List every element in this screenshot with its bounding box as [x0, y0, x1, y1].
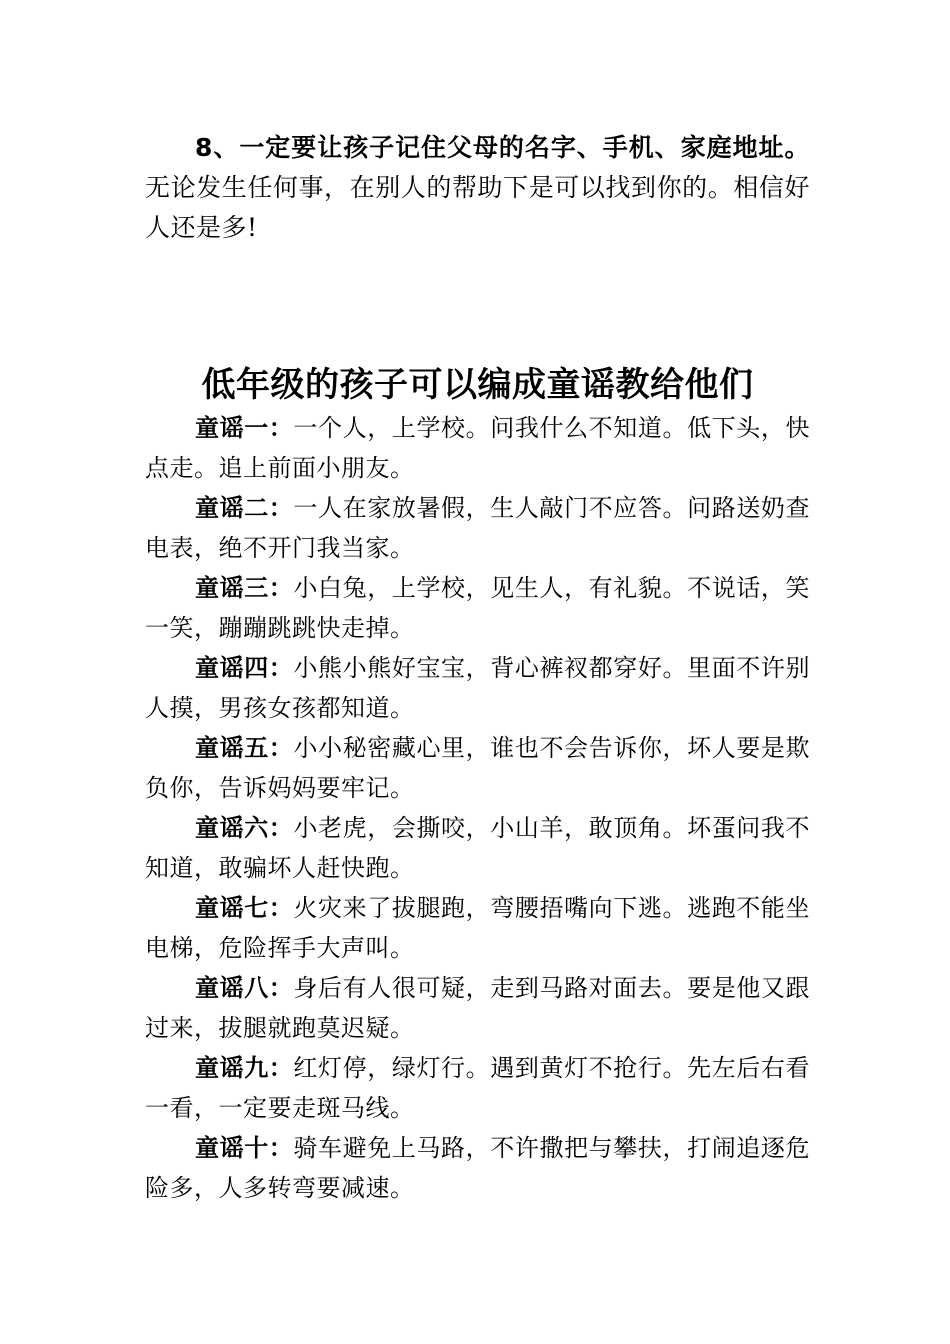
- rhyme-label: 童谣十：: [195, 1134, 294, 1162]
- rhyme-text: 一个人，上学校。问我什么不知道。低下头，快点走。追上前面小朋友。: [145, 414, 811, 482]
- rhyme-paragraph: [145, 488, 810, 568]
- rhyme-label: 童谣一：: [195, 414, 294, 442]
- rhyme-text: 小小秘密藏心里，谁也不会告诉你，坏人要是欺负你，告诉妈妈要牢记。: [145, 734, 811, 802]
- rhyme-paragraph: [145, 1048, 810, 1128]
- rhyme-label: 童谣六：: [195, 814, 294, 842]
- rhyme-paragraph: [145, 1128, 810, 1208]
- rhyme-label: 童谣八：: [195, 974, 294, 1002]
- rhyme-text: 身后有人很可疑，走到马路对面去。要是他又跟过来，拔腿就跑莫迟疑。: [145, 974, 811, 1042]
- rhyme-label: 童谣五：: [195, 734, 294, 762]
- rhyme-label: 童谣七：: [195, 894, 294, 922]
- rhyme-label: 童谣九：: [195, 1054, 294, 1082]
- rhyme-paragraph: [145, 808, 810, 888]
- rhyme-text: 红灯停，绿灯行。遇到黄灯不抢行。先左后右看一看，一定要走斑马线。: [145, 1054, 811, 1122]
- rhyme-text: 小老虎，会撕咬，小山羊，敢顶角。坏蛋问我不知道，敢骗坏人赶快跑。: [145, 814, 811, 882]
- rhyme-paragraph: [145, 648, 810, 728]
- rhyme-paragraph: [145, 408, 810, 488]
- rhyme-paragraph: [145, 888, 810, 968]
- tip-8-bold-text: 8、一定要让孩子记住父母的名字、手机、家庭地址。: [195, 133, 810, 162]
- rhyme-text: 小白兔，上学校，见生人，有礼貌。不说话，笑一笑，蹦蹦跳跳快走掉。: [145, 574, 811, 642]
- rhyme-text: 火灾来了拔腿跑，弯腰捂嘴向下逃。逃跑不能坐电梯，危险挥手大声叫。: [145, 894, 811, 962]
- tip-8-paragraph: [145, 128, 810, 248]
- rhyme-label: 童谣二：: [195, 494, 294, 522]
- rhyme-paragraph: [145, 728, 810, 808]
- rhyme-label: 童谣三：: [195, 574, 294, 602]
- rhyme-text: 骑车避免上马路，不许撒把与攀扶，打闹追逐危险多，人多转弯要减速。: [145, 1134, 811, 1202]
- tip-8-text: 无论发生任何事，在别人的帮助下是可以找到你的。相信好人还是多!: [145, 173, 810, 242]
- rhyme-paragraph: [145, 968, 810, 1048]
- rhyme-paragraph: [145, 568, 810, 648]
- rhyme-label: 童谣四：: [195, 654, 294, 682]
- rhyme-text: 小熊小熊好宝宝，背心裤衩都穿好。里面不许别人摸，男孩女孩都知道。: [145, 654, 811, 722]
- rhyme-text: 一人在家放暑假，生人敲门不应答。问路送奶查电表，绝不开门我当家。: [145, 494, 811, 562]
- section-heading: 低年级的孩子可以编成童谣教给他们: [201, 365, 754, 405]
